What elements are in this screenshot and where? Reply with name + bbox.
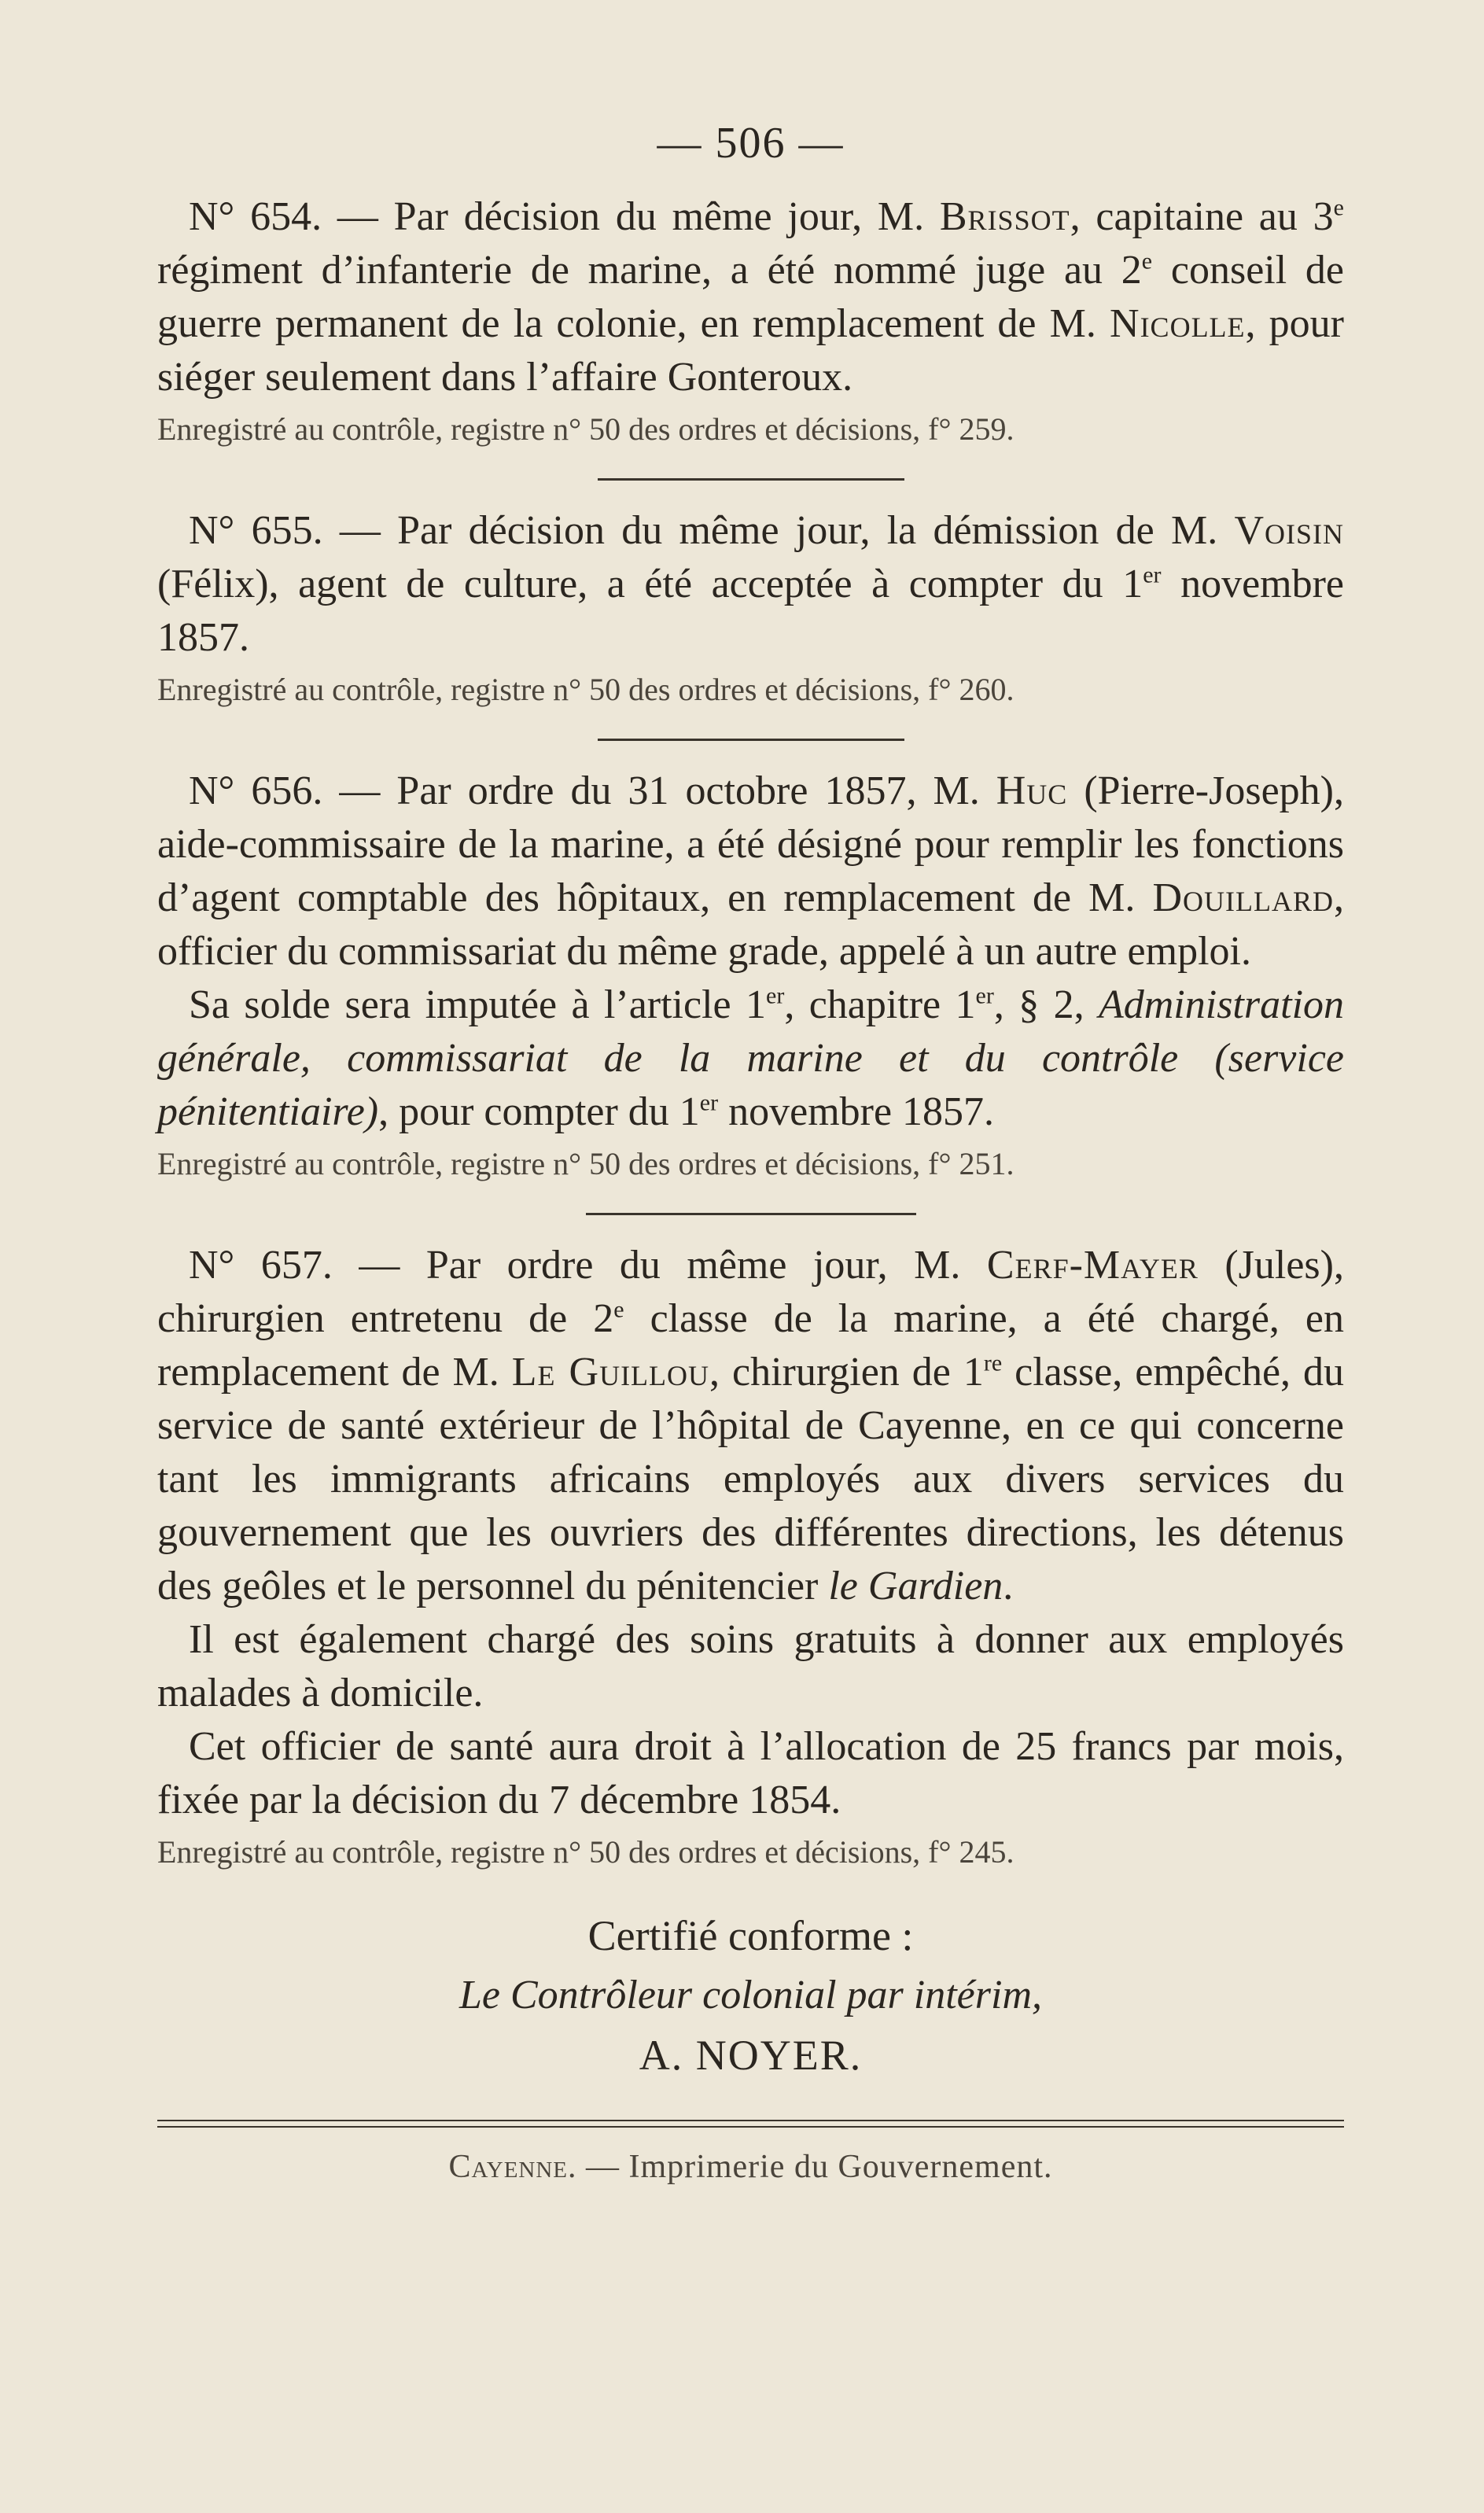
- entry-text: (Jules), chirurgien entretenu de 2: [157, 1243, 1344, 1341]
- entry-text: , § 2,: [993, 982, 1099, 1027]
- footer-divider: [157, 2120, 1344, 2128]
- entry-text: — Par décision du même jour, M.: [322, 194, 940, 239]
- entry-text: .: [1003, 1564, 1014, 1608]
- registry-note: Enregistré au contrôle, registre n° 50 des ordres et décisions, f° 259.: [157, 411, 1014, 447]
- entry-text: , chapitre 1: [784, 982, 976, 1027]
- ordinal-suffix: er: [975, 982, 994, 1009]
- entry-text: , officier du commissariat du même grade, appelé à un autre emploi.: [157, 875, 1344, 974]
- entry-655: [157, 504, 1344, 712]
- ordinal-suffix: er: [1143, 562, 1162, 588]
- entry-654: [157, 190, 1344, 451]
- entry-number: N° 656.: [189, 768, 323, 813]
- entry-text: (Pierre-Joseph), aide-commissaire de la marine, a été désigné pour remplir les fonctions d’agent comptable des hôpitaux, en remplacement de M.: [157, 768, 1344, 920]
- entry-text: classe de la marine, a été chargé, en remplacement de M.: [157, 1296, 1344, 1395]
- person-name: Voisin: [1234, 508, 1344, 553]
- entry-text: , capitaine au 3: [1070, 194, 1334, 239]
- certification-role: Le Contrôleur colonial par intérim,: [459, 1973, 1042, 2017]
- entry-657: [157, 1239, 1344, 1874]
- section-divider: [598, 478, 904, 481]
- entry-number: N° 655.: [189, 508, 323, 553]
- italic-text: le Gardien: [828, 1564, 1003, 1608]
- entry-657-paragraph-3: Cet officier de santé aura droit à l’allocation de 25 francs par mois, fixée par la décision du 7 décembre 1854.: [157, 1724, 1344, 1822]
- imprint-line: [157, 2148, 1344, 2186]
- entry-text: , chirurgien de 1: [709, 1350, 984, 1395]
- entry-text: (Félix), agent de culture, a été acceptée à compter du 1: [157, 562, 1143, 606]
- entry-text: Sa solde sera imputée à l’article 1: [189, 982, 766, 1027]
- ordinal-suffix: e: [1333, 194, 1344, 221]
- entry-657-paragraph-2: Il est également chargé des soins gratuits à donner aux employés malades à domicile.: [157, 1617, 1344, 1715]
- entry-656-text: [157, 765, 1344, 978]
- person-name: Nicolle: [1110, 301, 1246, 346]
- person-name: Huc: [996, 768, 1068, 813]
- ordinal-suffix: re: [983, 1350, 1003, 1376]
- entry-text: novembre 1857.: [157, 562, 1344, 660]
- italic-text: Administration générale, commissariat de la marine et du contrôle (service pénitentiaire): [157, 982, 1345, 1134]
- certification-title: Certifié conforme :: [587, 1912, 914, 1959]
- certification-signatory: A. NOYER.: [639, 2032, 863, 2079]
- entry-657-text: [157, 1239, 1344, 1613]
- entry-text: , pour compter du 1: [378, 1089, 700, 1134]
- imprint-place: Cayenne.: [448, 2149, 577, 2185]
- entry-655-text: [157, 504, 1344, 665]
- registry-note: Enregistré au contrôle, registre n° 50 des ordres et décisions, f° 251.: [157, 1146, 1014, 1181]
- ordinal-suffix: e: [613, 1296, 624, 1323]
- entry-number: N° 657.: [189, 1243, 333, 1288]
- entry-text: classe, empêché, du service de santé extérieur de l’hôpital de Cayenne, en ce qui concerne tant les immigrants africains employés aux divers services du gouvernement que les ouvriers des différentes directions, les détenus des geôles et le personnel du pénitencier: [157, 1350, 1345, 1608]
- imprint-text: — Imprimerie du Gouvernement.: [576, 2149, 1053, 2185]
- person-name: Douillard: [1152, 875, 1334, 920]
- entry-text: — Par ordre du même jour, M.: [332, 1243, 987, 1288]
- ordinal-suffix: er: [699, 1089, 719, 1116]
- entry-656-paragraph-2: [157, 978, 1344, 1139]
- entry-654-text: [157, 190, 1344, 404]
- entry-text: — Par décision du même jour, la démission de M.: [322, 508, 1235, 553]
- entry-text: , pour siéger seulement dans l’affaire Gonteroux.: [157, 301, 1344, 400]
- ordinal-suffix: er: [766, 982, 785, 1009]
- section-divider: [586, 1213, 916, 1215]
- person-name: Brissot: [939, 194, 1070, 239]
- entry-number: N° 654.: [189, 194, 322, 239]
- person-name: Cerf-Mayer: [986, 1243, 1199, 1288]
- entry-text: conseil de guerre permanent de la colonie, en remplacement de M.: [157, 248, 1344, 346]
- registry-note: Enregistré au contrôle, registre n° 50 des ordres et décisions, f° 245.: [157, 1834, 1014, 1870]
- entry-656: [157, 765, 1344, 1186]
- section-divider: [598, 739, 904, 741]
- registry-note: Enregistré au contrôle, registre n° 50 des ordres et décisions, f° 260.: [157, 672, 1014, 707]
- page-number: — 506 —: [657, 119, 845, 168]
- certification-block: [157, 1906, 1344, 2085]
- entry-text: — Par ordre du 31 octobre 1857, M.: [322, 768, 996, 813]
- person-name: Le Guillou: [511, 1350, 710, 1395]
- ordinal-suffix: e: [1141, 248, 1153, 275]
- entry-text: régiment d’infanterie de marine, a été nommé juge au 2: [157, 248, 1142, 293]
- entry-text: novembre 1857.: [718, 1089, 995, 1134]
